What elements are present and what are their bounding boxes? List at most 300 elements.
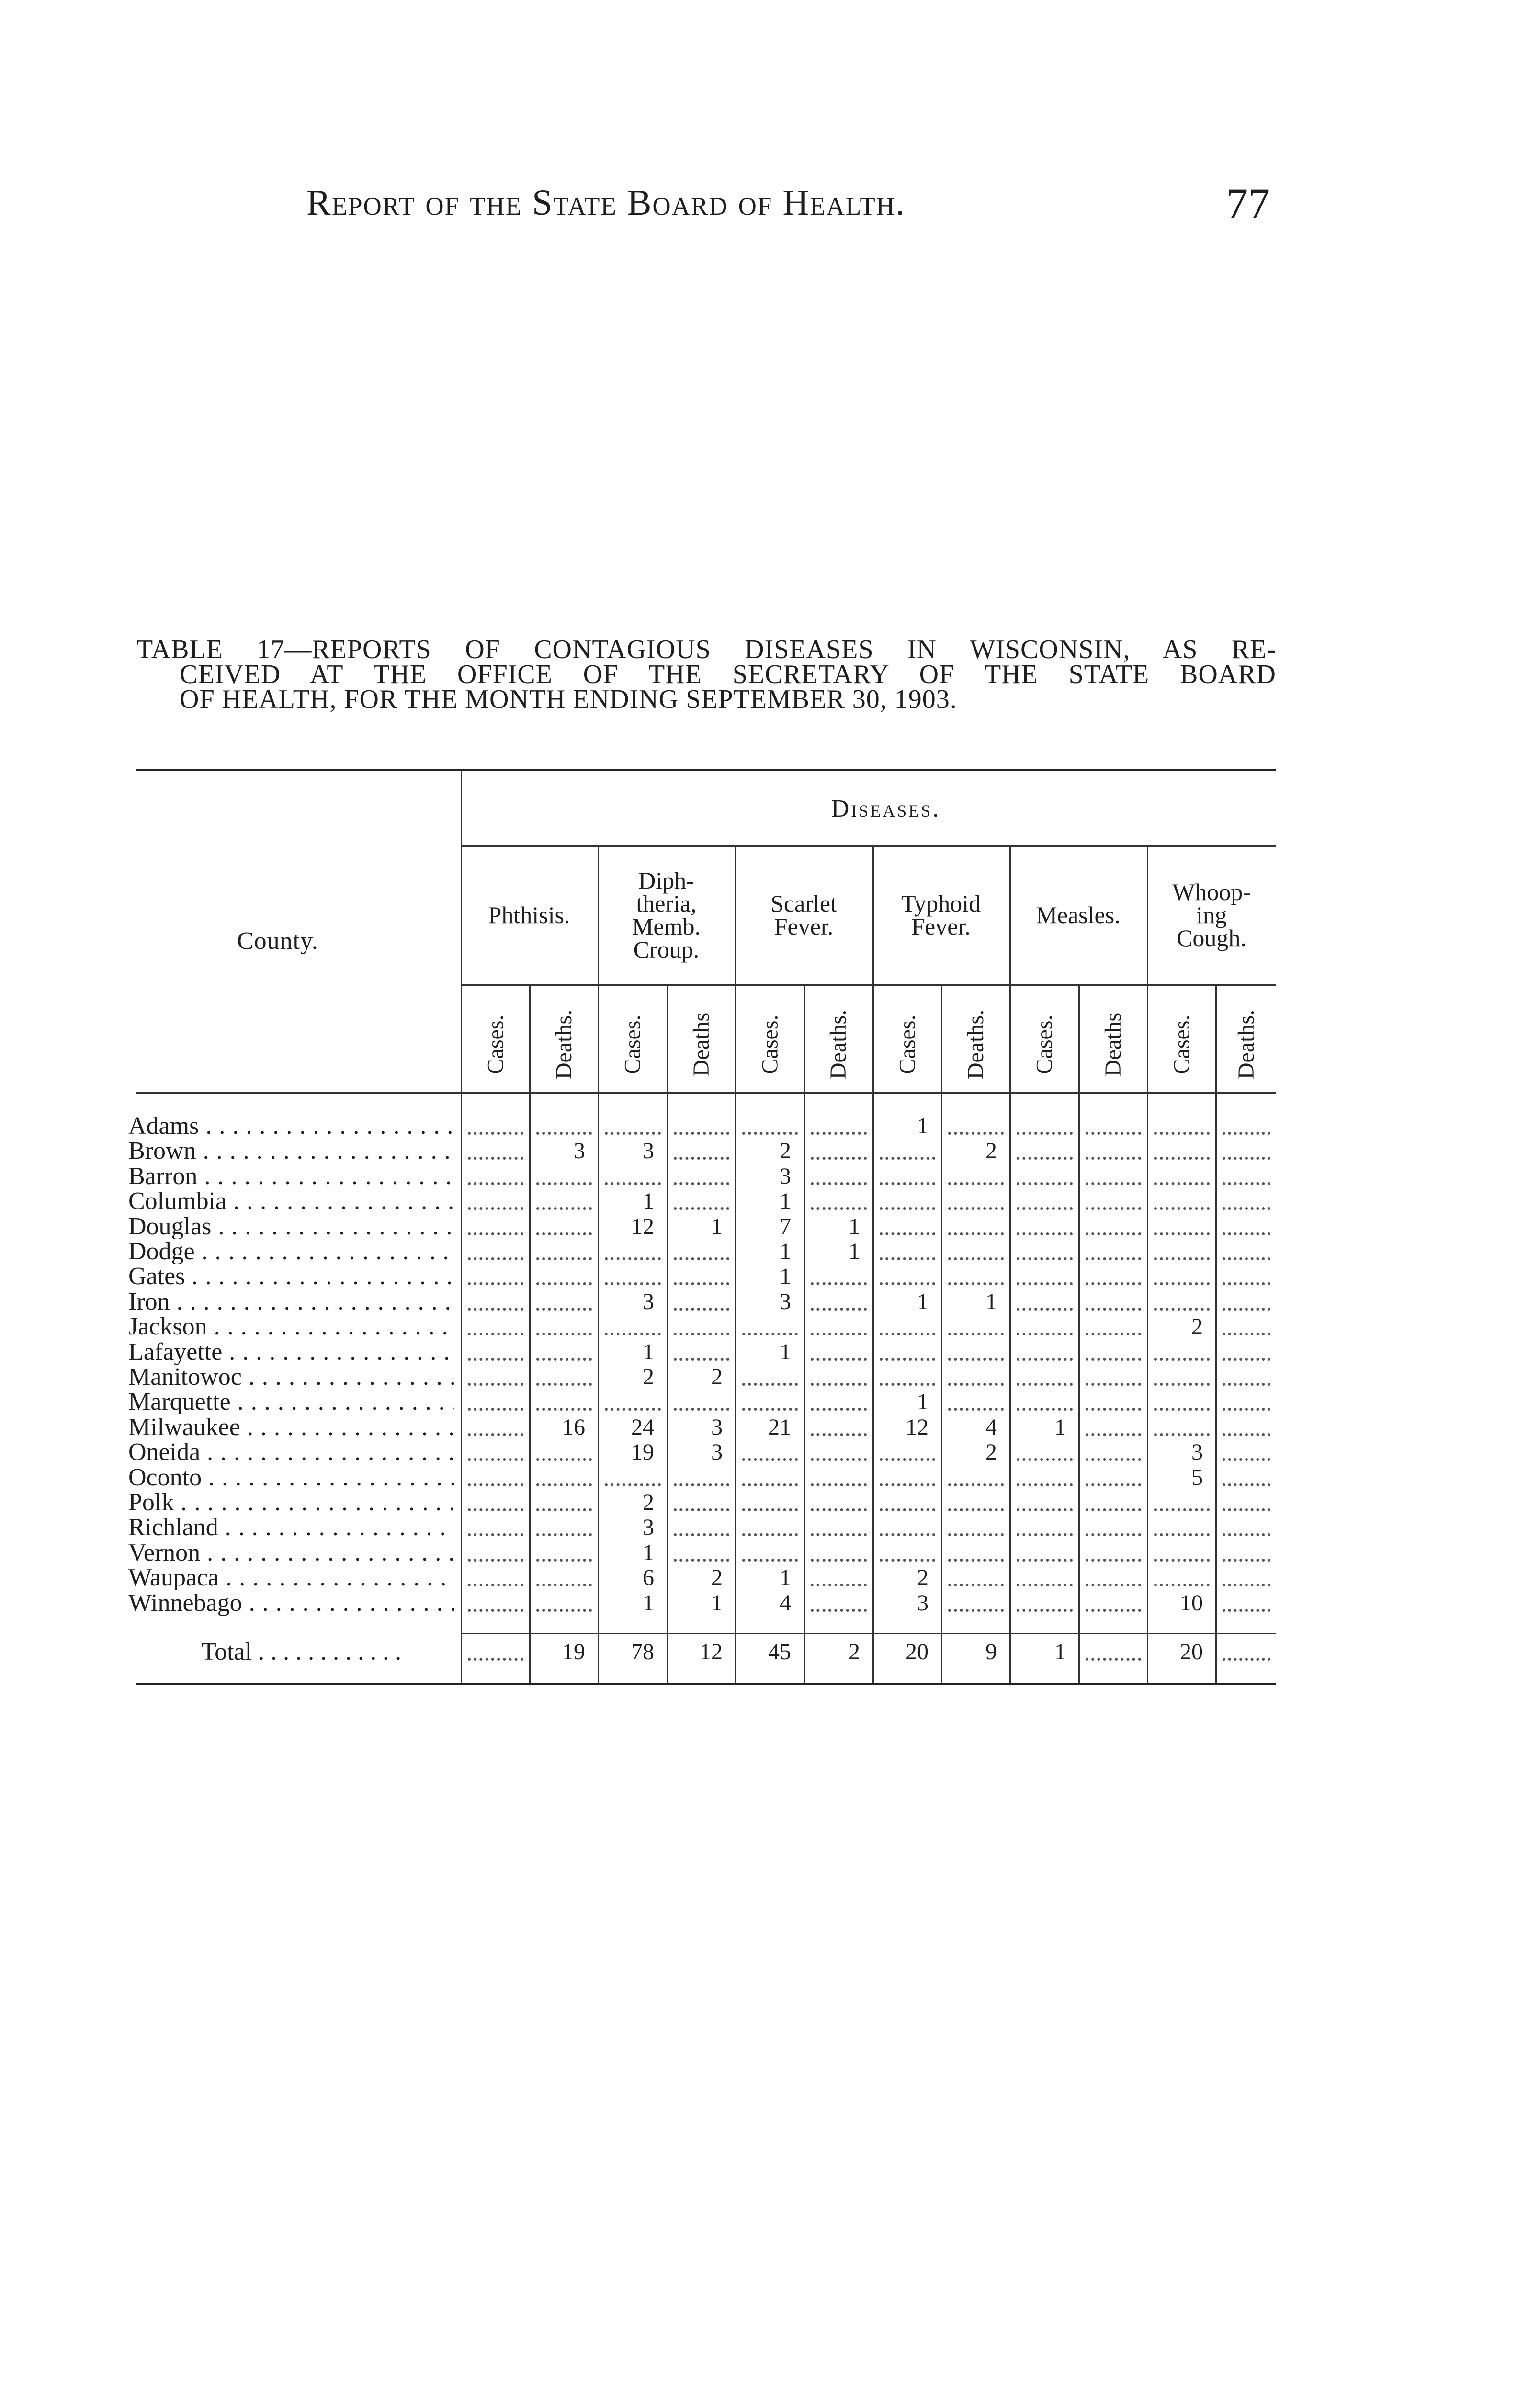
table-cell	[1011, 1390, 1078, 1414]
leader-dots	[468, 1182, 523, 1185]
cases-label	[873, 994, 941, 1095]
leader-dots	[1086, 1658, 1141, 1661]
table-bottom-rule	[136, 1683, 1276, 1685]
leader-dots	[742, 1458, 798, 1461]
table-cell	[462, 1415, 529, 1440]
table-cell	[1217, 1139, 1276, 1163]
leader-dots	[1086, 1358, 1141, 1361]
leader-dots	[948, 1232, 1004, 1235]
cell-value: 1	[849, 1239, 860, 1264]
table-cell	[1011, 1415, 1078, 1440]
caption-line-2: CEIVED AT THE OFFICE OF THE SECRETARY OF THE STATE BOARD	[180, 660, 1276, 689]
table-cell	[942, 1591, 1009, 1616]
table-cell	[1148, 1314, 1215, 1339]
leader-dots	[468, 1658, 523, 1661]
table-cell	[736, 1540, 804, 1565]
running-head-part: of the	[425, 182, 532, 223]
leader-dots	[536, 1232, 592, 1235]
table-cell	[668, 1490, 735, 1515]
running-head-part: oard	[652, 182, 738, 223]
table-cell	[736, 1214, 804, 1239]
leader-dots	[1017, 1584, 1073, 1586]
leader-dots	[605, 1132, 661, 1135]
table-row	[0, 1340, 1540, 1365]
leader-dots	[1154, 1508, 1210, 1511]
table-row	[0, 1540, 1540, 1565]
table-cell	[1011, 1264, 1078, 1289]
cell-value: 2	[780, 1138, 791, 1164]
table-cell	[736, 1114, 804, 1139]
disease-name	[872, 892, 1009, 938]
leader-dots	[674, 1408, 729, 1411]
table-cell	[668, 1139, 735, 1163]
leader-dots	[536, 1207, 592, 1210]
leader-dots	[1223, 1508, 1270, 1511]
table-cell	[1148, 1515, 1215, 1540]
leader-dots	[674, 1308, 729, 1311]
table-cell	[1148, 1239, 1215, 1264]
leader-dots	[742, 1483, 798, 1486]
cell-value: 1	[780, 1188, 791, 1214]
table-cell	[805, 1365, 872, 1390]
leader-dots	[468, 1584, 523, 1586]
leader-dots	[742, 1533, 798, 1536]
leader-dots	[880, 1207, 935, 1210]
table-cell	[736, 1591, 804, 1616]
table-cell	[1080, 1164, 1147, 1189]
cell-value: 21	[768, 1414, 791, 1440]
leader-dots	[1223, 1658, 1270, 1661]
cell-value: 1	[780, 1339, 791, 1365]
disease-names-rule	[461, 984, 1276, 986]
table-cell	[599, 1490, 667, 1515]
table-cell	[599, 1164, 667, 1189]
leader-dots	[468, 1433, 523, 1436]
table-cell	[531, 1239, 598, 1264]
cell-value: 1	[917, 1389, 929, 1415]
table-cell	[531, 1540, 598, 1565]
leader-dots	[811, 1458, 867, 1461]
leader-dots	[948, 1282, 1004, 1285]
table-cell	[874, 1540, 941, 1565]
table-cell	[1217, 1490, 1276, 1515]
disease-name-line: Typhoid	[901, 890, 981, 917]
leader-dots	[811, 1383, 867, 1386]
county-name: Waupaca . . .	[128, 1565, 454, 1590]
table-cell	[736, 1465, 804, 1490]
disease-name	[735, 892, 872, 938]
table-row	[0, 1515, 1540, 1540]
county-name: Gates . . .	[128, 1264, 454, 1289]
table-cell	[531, 1164, 598, 1189]
table-cell	[668, 1289, 735, 1314]
table-cell	[462, 1640, 529, 1665]
diseases-rule	[461, 845, 1276, 847]
table-cell	[1080, 1114, 1147, 1139]
leader-dots	[1017, 1483, 1073, 1486]
leader-dots	[742, 1132, 798, 1135]
table-cell	[1011, 1515, 1078, 1540]
leader-dots	[811, 1433, 867, 1436]
leader-dots	[468, 1559, 523, 1562]
leader-dots	[1017, 1132, 1073, 1135]
leader-dots	[1223, 1584, 1270, 1586]
cases-label-text: Cases.	[482, 1015, 508, 1074]
leader-dots	[468, 1609, 523, 1612]
leader-dots	[674, 1508, 729, 1511]
disease-name-line: Whoop-	[1172, 878, 1251, 905]
leader-dots	[1223, 1533, 1270, 1536]
cell-value: 3	[780, 1163, 791, 1189]
leader-dots	[674, 1257, 729, 1260]
leader-dots	[605, 1182, 661, 1185]
leader-dots	[1154, 1408, 1210, 1411]
running-head-part: H	[782, 182, 810, 223]
table-cell	[599, 1139, 667, 1163]
disease-name-line: Fever.	[774, 913, 834, 940]
disease-name-line: Fever.	[911, 913, 971, 940]
leader-dots	[1086, 1232, 1141, 1235]
table-cell	[599, 1390, 667, 1414]
table-cell	[805, 1239, 872, 1264]
leader-dots	[742, 1559, 798, 1562]
table-cell	[599, 1465, 667, 1490]
leader-dots	[1017, 1508, 1073, 1511]
table-cell	[599, 1415, 667, 1440]
table-row	[0, 1264, 1540, 1289]
cell-value: 3	[711, 1414, 723, 1440]
table-cell	[1148, 1164, 1215, 1189]
county-name: Richland . . .	[128, 1515, 454, 1540]
disease-name-line: theria,	[636, 890, 697, 917]
table-cell	[531, 1214, 598, 1239]
table-cell	[874, 1565, 941, 1590]
cell-value: 1	[643, 1590, 654, 1616]
county-name: Milwaukee . . .	[128, 1415, 454, 1440]
county-name: Dodge . . .	[128, 1239, 454, 1264]
table-cell	[805, 1390, 872, 1414]
county-name: Manitowoc . . .	[128, 1365, 454, 1390]
table-cell	[874, 1340, 941, 1365]
leader-dots	[811, 1609, 867, 1612]
leader-dots	[1017, 1408, 1073, 1411]
table-cell	[942, 1515, 1009, 1540]
county-name: Columbia . . .	[128, 1189, 454, 1214]
caption-line-3: OF HEALTH, FOR THE MONTH ENDING SEPTEMBER 30, 1903.	[180, 684, 957, 714]
cell-value: 3	[711, 1439, 723, 1465]
table-cell	[599, 1114, 667, 1139]
running-head-part: eport	[331, 182, 426, 223]
table-cell	[805, 1415, 872, 1440]
cell-value: 1	[780, 1565, 791, 1591]
table-cell	[736, 1490, 804, 1515]
leader-dots	[811, 1584, 867, 1586]
deaths-label-text: Deaths	[688, 1012, 714, 1076]
table-cell	[531, 1415, 598, 1440]
disease-name-line: Croup.	[633, 936, 700, 963]
table-cell	[1217, 1239, 1276, 1264]
running-head	[306, 182, 906, 224]
leader-dots	[468, 1458, 523, 1461]
table-cell	[599, 1189, 667, 1214]
cell-value: 1	[780, 1239, 791, 1264]
table-cell	[1148, 1289, 1215, 1314]
leader-dots	[880, 1458, 935, 1461]
table-cell	[1011, 1465, 1078, 1490]
table-cell	[805, 1565, 872, 1590]
table-row	[0, 1214, 1540, 1239]
leader-dots	[536, 1182, 592, 1185]
table-cell	[805, 1440, 872, 1465]
county-name: Brown . . .	[128, 1139, 454, 1163]
table-cell	[805, 1465, 872, 1490]
leader-dots	[468, 1207, 523, 1210]
leader-dots	[536, 1257, 592, 1260]
table-cell	[531, 1365, 598, 1390]
table-cell	[805, 1540, 872, 1565]
leader-dots	[1086, 1408, 1141, 1411]
leader-dots	[674, 1157, 729, 1160]
leader-dots	[468, 1257, 523, 1260]
table-row	[0, 1490, 1540, 1515]
cell-value: 3	[643, 1138, 654, 1164]
table-cell	[1011, 1189, 1078, 1214]
table-cell	[1148, 1465, 1215, 1490]
disease-name-line: ing	[1196, 901, 1227, 928]
table-cell	[1080, 1565, 1147, 1590]
leader-dots	[1017, 1232, 1073, 1235]
table-cell	[1080, 1390, 1147, 1414]
cell-value: 1	[780, 1264, 791, 1289]
table-cell	[1217, 1314, 1276, 1339]
leader-dots	[742, 1333, 798, 1335]
disease-name-line: Measles.	[1036, 901, 1121, 928]
table-cell	[874, 1390, 941, 1414]
table-cell	[1148, 1540, 1215, 1565]
table-cell	[531, 1390, 598, 1414]
table-row	[0, 1565, 1540, 1590]
cell-value: 7	[780, 1213, 791, 1239]
table-cell	[599, 1340, 667, 1365]
table-row	[0, 1189, 1540, 1214]
table-cell	[668, 1390, 735, 1414]
table-cell	[1080, 1214, 1147, 1239]
table-cell	[668, 1264, 735, 1289]
county-name: Vernon . . .	[128, 1540, 454, 1565]
cases-label-text: Cases.	[757, 1015, 782, 1074]
county-name: Marquette . . .	[128, 1390, 454, 1414]
deaths-label	[942, 994, 1009, 1095]
leader-dots	[811, 1308, 867, 1311]
table-cell	[1148, 1490, 1215, 1515]
leader-dots	[1154, 1308, 1210, 1311]
leader-dots	[1086, 1483, 1141, 1486]
table-cell	[805, 1314, 872, 1339]
table-cell	[1011, 1640, 1078, 1665]
leader-dots	[1154, 1533, 1210, 1536]
cell-value: 1	[1054, 1414, 1066, 1440]
table-cell	[942, 1540, 1009, 1565]
disease-name-line: Phthisis.	[488, 901, 570, 928]
table-cell	[462, 1264, 529, 1289]
table-cell	[874, 1440, 941, 1465]
table-cell	[531, 1440, 598, 1465]
table-cell	[942, 1139, 1009, 1163]
leader-dots	[674, 1282, 729, 1285]
table-cell	[462, 1390, 529, 1414]
leader-dots	[880, 1257, 935, 1260]
table-cell	[1148, 1139, 1215, 1163]
table-cell	[1080, 1264, 1147, 1289]
disease-name	[1009, 903, 1147, 926]
leader-dots	[674, 1132, 729, 1135]
table-cell	[942, 1214, 1009, 1239]
leader-dots	[1086, 1182, 1141, 1185]
table-cell	[531, 1114, 598, 1139]
table-cell	[736, 1440, 804, 1465]
cell-value: 3	[917, 1590, 929, 1616]
leader-dots	[536, 1508, 592, 1511]
cell-value: 1	[711, 1590, 723, 1616]
table-cell	[805, 1515, 872, 1540]
cell-value: 1	[643, 1188, 654, 1214]
cell-value: 20	[906, 1639, 929, 1665]
table-cell	[531, 1314, 598, 1339]
leader-dots	[536, 1383, 592, 1386]
leader-dots	[536, 1584, 592, 1586]
leader-dots	[1154, 1132, 1210, 1135]
leader-dots	[1086, 1157, 1141, 1160]
leader-dots	[468, 1157, 523, 1160]
table-cell	[1011, 1214, 1078, 1239]
table-cell	[942, 1390, 1009, 1414]
leader-dots	[468, 1282, 523, 1285]
cases-label	[736, 994, 804, 1095]
leader-dots	[468, 1483, 523, 1486]
table-cell	[1217, 1189, 1276, 1214]
leader-dots	[1017, 1257, 1073, 1260]
table-cell	[462, 1139, 529, 1163]
table-cell	[1080, 1139, 1147, 1163]
table-cell	[599, 1640, 667, 1665]
leader-dots	[1017, 1358, 1073, 1361]
table-cell	[462, 1164, 529, 1189]
leader-dots	[948, 1584, 1004, 1586]
table-cell	[599, 1540, 667, 1565]
leader-dots	[811, 1157, 867, 1160]
table-cell	[1148, 1640, 1215, 1665]
table-cell	[668, 1465, 735, 1490]
table-cell	[531, 1289, 598, 1314]
table-cell	[874, 1365, 941, 1390]
cases-label-text: Cases.	[620, 1015, 645, 1074]
leader-dots	[1017, 1157, 1073, 1160]
table-cell	[805, 1591, 872, 1616]
table-cell	[599, 1214, 667, 1239]
total-top-rule	[461, 1633, 1276, 1634]
leader-dots	[880, 1533, 935, 1536]
leader-dots	[674, 1358, 729, 1361]
table-cell	[942, 1565, 1009, 1590]
table-cell	[599, 1289, 667, 1314]
table-cell	[736, 1365, 804, 1390]
table-cell	[1080, 1490, 1147, 1515]
cases-label-text: Cases.	[894, 1015, 920, 1074]
cell-value: 16	[562, 1414, 585, 1440]
table-cell	[1217, 1515, 1276, 1540]
county-name: Winnebago . . .	[128, 1591, 454, 1616]
table-cell	[1011, 1565, 1078, 1590]
table-cell	[874, 1114, 941, 1139]
table-cell	[736, 1289, 804, 1314]
leader-dots	[1086, 1257, 1141, 1260]
cell-value: 3	[574, 1138, 585, 1164]
leader-dots	[880, 1483, 935, 1486]
leader-dots	[1017, 1182, 1073, 1185]
table-cell	[531, 1264, 598, 1289]
table-cell	[1148, 1189, 1215, 1214]
table-cell	[1148, 1415, 1215, 1440]
table-cell	[668, 1415, 735, 1440]
table-cell	[599, 1515, 667, 1540]
cell-value: 24	[631, 1414, 654, 1440]
leader-dots	[742, 1408, 798, 1411]
leader-dots	[1223, 1483, 1270, 1486]
leader-dots	[742, 1508, 798, 1511]
table-cell	[1011, 1340, 1078, 1365]
table-cell	[531, 1640, 598, 1665]
leader-dots	[1223, 1207, 1270, 1210]
leader-dots	[948, 1358, 1004, 1361]
county-name: Oneida . . .	[128, 1440, 454, 1465]
leader-dots	[1223, 1559, 1270, 1562]
table-cell	[805, 1289, 872, 1314]
cell-value: 1	[711, 1213, 723, 1239]
county-name: Polk . . .	[128, 1490, 454, 1515]
cell-value: 3	[643, 1515, 654, 1540]
table-cell	[874, 1289, 941, 1314]
table-cell	[736, 1189, 804, 1214]
cell-value: 1	[917, 1289, 929, 1314]
table-cell	[1217, 1264, 1276, 1289]
table-cell	[531, 1515, 598, 1540]
table-cell	[1217, 1440, 1276, 1465]
table-cell	[874, 1264, 941, 1289]
table-cell	[1011, 1591, 1078, 1616]
county-name: Adams . . .	[128, 1114, 454, 1139]
table-cell	[805, 1114, 872, 1139]
leader-dots	[1017, 1282, 1073, 1285]
table-cell	[462, 1540, 529, 1565]
leader-dots	[674, 1182, 729, 1185]
table-cell	[668, 1591, 735, 1616]
table-cell	[736, 1239, 804, 1264]
leader-dots	[1086, 1333, 1141, 1335]
deaths-label-text: Deaths	[1100, 1012, 1126, 1076]
cases-label	[1148, 994, 1215, 1095]
cell-value: 10	[1180, 1590, 1203, 1616]
leader-dots	[605, 1257, 661, 1260]
table-cell	[1148, 1591, 1215, 1616]
leader-dots	[605, 1282, 661, 1285]
cell-value: 2	[643, 1490, 654, 1515]
leader-dots	[1017, 1609, 1073, 1612]
table-cell	[1011, 1139, 1078, 1163]
leader-dots	[1017, 1533, 1073, 1536]
deaths-label	[1079, 994, 1147, 1095]
leader-dots	[811, 1182, 867, 1185]
table-cell	[668, 1340, 735, 1365]
